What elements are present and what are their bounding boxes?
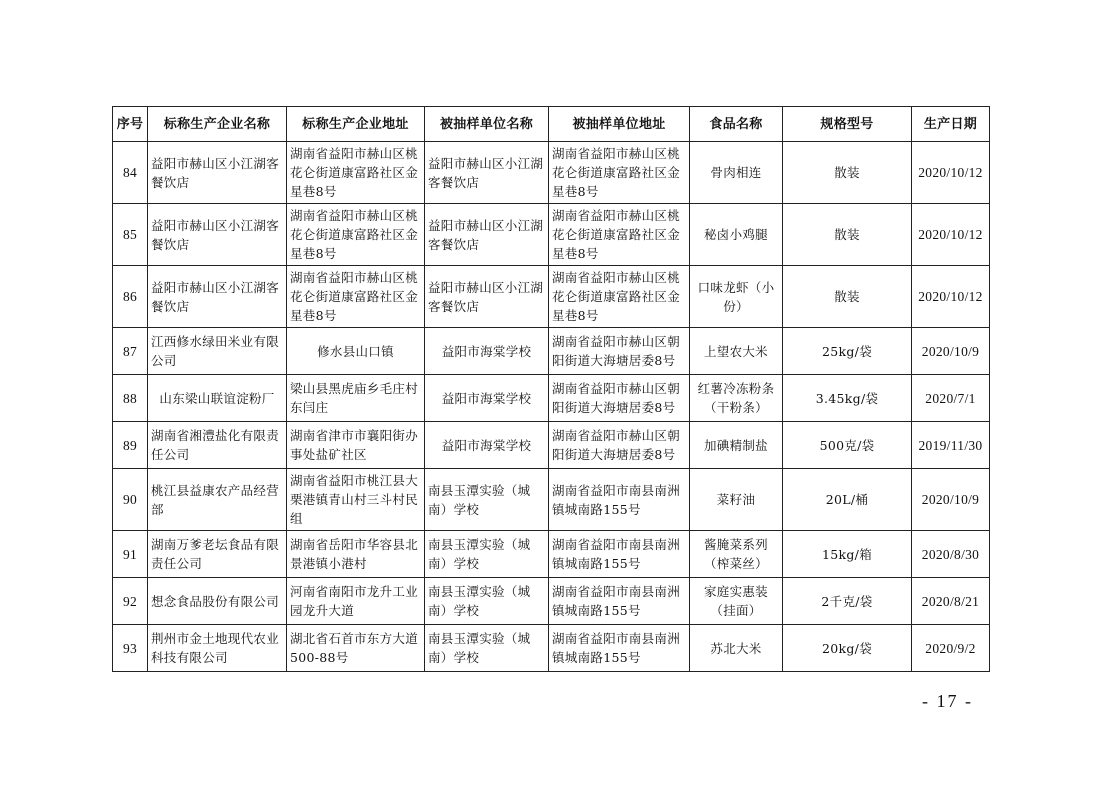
table-row [113,328,990,375]
table-row [113,422,990,469]
table-row [113,469,990,531]
cell-spec: 3.45kg/袋 [783,375,912,422]
cell-producer-address: 河南省南阳市龙升工业园龙升大道 [287,578,425,625]
cell-index: 90 [113,469,148,531]
cell-producer-name: 山东梁山联谊淀粉厂 [148,375,287,422]
cell-sampled-unit-name: 南县玉潭实验（城南）学校 [425,531,549,578]
cell-food-name: 口味龙虾（小份） [690,266,783,328]
page-number: - 17 - [922,691,973,711]
header-index: 序号 [113,107,148,142]
cell-production-date: 2019/11/30 [912,422,990,469]
cell-index: 86 [113,266,148,328]
cell-producer-name: 江西修水绿田米业有限公司 [148,328,287,375]
table-header-row [113,107,990,142]
cell-index: 89 [113,422,148,469]
cell-producer-address: 湖南省益阳市赫山区桃花仑街道康富路社区金星巷8号 [287,266,425,328]
cell-production-date: 2020/10/9 [912,328,990,375]
cell-producer-name: 益阳市赫山区小江湖客餐饮店 [148,142,287,204]
cell-index: 84 [113,142,148,204]
cell-production-date: 2020/9/2 [912,625,990,672]
cell-producer-address: 修水县山口镇 [287,328,425,375]
cell-index: 87 [113,328,148,375]
cell-sampled-unit-name: 益阳市海棠学校 [425,328,549,375]
cell-producer-name: 湖南万爹老坛食品有限责任公司 [148,531,287,578]
cell-producer-address: 湖南省益阳市赫山区桃花仑街道康富路社区金星巷8号 [287,204,425,266]
cell-producer-name: 想念食品股份有限公司 [148,578,287,625]
cell-producer-address: 湖南省津市市襄阳街办事处盐矿社区 [287,422,425,469]
cell-spec: 20kg/袋 [783,625,912,672]
table-row [113,531,990,578]
cell-producer-name: 荆州市金土地现代农业科技有限公司 [148,625,287,672]
cell-producer-address: 湖北省石首市东方大道500-88号 [287,625,425,672]
cell-sampled-unit-name: 益阳市赫山区小江湖客餐饮店 [425,266,549,328]
cell-food-name: 菜籽油 [690,469,783,531]
cell-food-name: 苏北大米 [690,625,783,672]
cell-production-date: 2020/8/30 [912,531,990,578]
cell-spec: 散装 [783,266,912,328]
cell-spec: 2千克/袋 [783,578,912,625]
sampling-table [112,106,990,672]
cell-producer-address: 湖南省益阳市桃江县大栗港镇青山村三斗村民组 [287,469,425,531]
header-sampled-unit-address: 被抽样单位地址 [549,107,690,142]
cell-index: 91 [113,531,148,578]
cell-production-date: 2020/7/1 [912,375,990,422]
cell-sampled-unit-address: 湖南省益阳市赫山区桃花仑街道康富路社区金星巷8号 [549,204,690,266]
table-row [113,204,990,266]
cell-sampled-unit-address: 湖南省益阳市赫山区朝阳街道大海塘居委8号 [549,375,690,422]
header-spec: 规格型号 [783,107,912,142]
table-row [113,375,990,422]
cell-sampled-unit-address: 湖南省益阳市赫山区朝阳街道大海塘居委8号 [549,328,690,375]
table-row [113,578,990,625]
cell-spec: 散装 [783,204,912,266]
table-row [113,625,990,672]
cell-index: 88 [113,375,148,422]
cell-spec: 15kg/箱 [783,531,912,578]
cell-sampled-unit-name: 益阳市赫山区小江湖客餐饮店 [425,142,549,204]
cell-producer-name: 湖南省湘澧盐化有限责任公司 [148,422,287,469]
cell-sampled-unit-address: 湖南省益阳市赫山区桃花仑街道康富路社区金星巷8号 [549,142,690,204]
cell-producer-address: 梁山县黑虎庙乡毛庄村东闫庄 [287,375,425,422]
cell-producer-address: 湖南省岳阳市华容县北景港镇小港村 [287,531,425,578]
cell-index: 85 [113,204,148,266]
table-row [113,266,990,328]
cell-spec: 20L/桶 [783,469,912,531]
cell-food-name: 骨肉相连 [690,142,783,204]
cell-producer-name: 桃江县益康农产品经营部 [148,469,287,531]
header-sampled-unit-name: 被抽样单位名称 [425,107,549,142]
cell-spec: 500克/袋 [783,422,912,469]
cell-spec: 25kg/袋 [783,328,912,375]
cell-sampled-unit-name: 南县玉潭实验（城南）学校 [425,625,549,672]
cell-food-name: 家庭实惠装（挂面） [690,578,783,625]
cell-sampled-unit-address: 湖南省益阳市赫山区朝阳街道大海塘居委8号 [549,422,690,469]
cell-sampled-unit-name: 益阳市赫山区小江湖客餐饮店 [425,204,549,266]
cell-sampled-unit-name: 益阳市海棠学校 [425,375,549,422]
cell-food-name: 酱腌菜系列（榨菜丝） [690,531,783,578]
cell-sampled-unit-address: 湖南省益阳市南县南洲镇城南路155号 [549,531,690,578]
cell-sampled-unit-name: 南县玉潭实验（城南）学校 [425,469,549,531]
header-producer-address: 标称生产企业地址 [287,107,425,142]
cell-food-name: 上望农大米 [690,328,783,375]
header-food-name: 食品名称 [690,107,783,142]
table-row [113,142,990,204]
cell-producer-address: 湖南省益阳市赫山区桃花仑街道康富路社区金星巷8号 [287,142,425,204]
cell-production-date: 2020/8/21 [912,578,990,625]
cell-sampled-unit-address: 湖南省益阳市南县南洲镇城南路155号 [549,625,690,672]
cell-production-date: 2020/10/9 [912,469,990,531]
header-producer-name: 标称生产企业名称 [148,107,287,142]
cell-sampled-unit-name: 南县玉潭实验（城南）学校 [425,578,549,625]
cell-index: 93 [113,625,148,672]
cell-production-date: 2020/10/12 [912,204,990,266]
cell-spec: 散装 [783,142,912,204]
cell-sampled-unit-address: 湖南省益阳市南县南洲镇城南路155号 [549,469,690,531]
cell-sampled-unit-address: 湖南省益阳市赫山区桃花仑街道康富路社区金星巷8号 [549,266,690,328]
cell-food-name: 秘卤小鸡腿 [690,204,783,266]
cell-production-date: 2020/10/12 [912,266,990,328]
cell-producer-name: 益阳市赫山区小江湖客餐饮店 [148,204,287,266]
header-production-date: 生产日期 [912,107,990,142]
cell-sampled-unit-name: 益阳市海棠学校 [425,422,549,469]
cell-sampled-unit-address: 湖南省益阳市南县南洲镇城南路155号 [549,578,690,625]
cell-production-date: 2020/10/12 [912,142,990,204]
cell-food-name: 红薯冷冻粉条（干粉条） [690,375,783,422]
cell-index: 92 [113,578,148,625]
cell-food-name: 加碘精制盐 [690,422,783,469]
cell-producer-name: 益阳市赫山区小江湖客餐饮店 [148,266,287,328]
